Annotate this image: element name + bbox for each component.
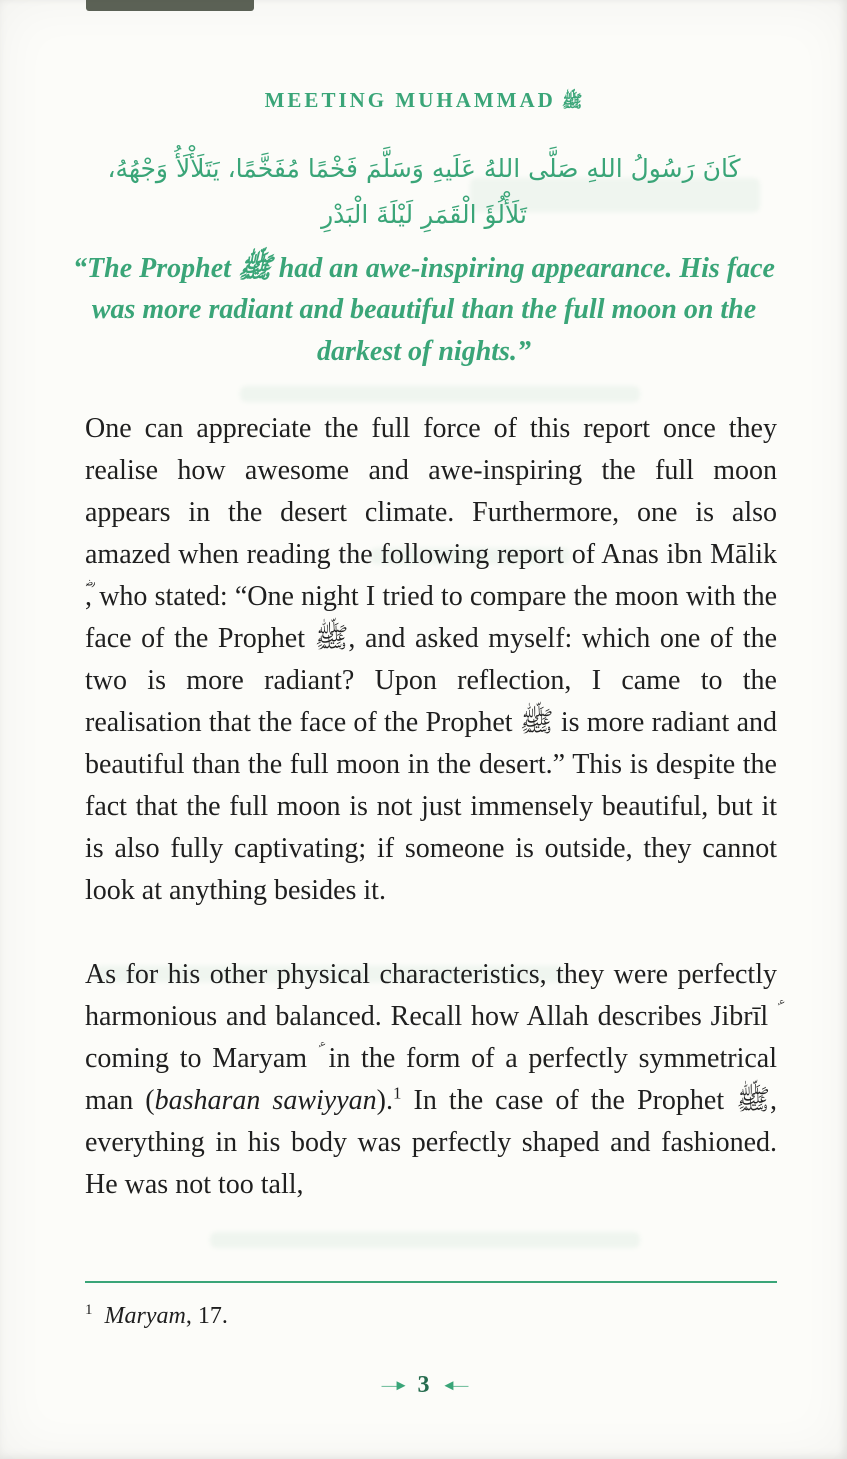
paragraph-2-text: In the case of the Prophet ﷺ, everything in his body was perfectly shaped and fashioned. He was not too tall, — [85, 1085, 778, 1200]
footnote-divider — [85, 1281, 777, 1283]
footnote-marker: 1 — [85, 1302, 93, 1318]
hadith-translation-quote: “The Prophet ﷺ had an awe-inspiring appearance. His face was more radiant and beautiful than the full moon on the darkest of nights.” — [73, 253, 775, 367]
honorific-saw-icon: ﷺ — [561, 92, 583, 112]
footnote-text: , 17. — [185, 1303, 228, 1329]
left-arrow-ornament-icon: —► — [381, 1378, 406, 1394]
footnote-reference: 1 — [392, 1083, 402, 1103]
scan-artifact — [86, 0, 254, 11]
paragraph-2-text: ). — [376, 1085, 393, 1116]
paragraph-2-text: As for his other physical characteristics, they were perfectly harmonious and balanced. Recall how Allah describes Jibrīl ؑ coming to Maryam ؑ in the form of a perfectly symmetrical man ( — [85, 959, 777, 1116]
right-arrow-ornament-icon: ◄— — [441, 1378, 466, 1394]
arabic-hadith-text — [78, 146, 770, 239]
running-header — [0, 88, 847, 116]
page-showthrough — [240, 386, 640, 402]
paragraph-2 — [85, 954, 777, 1206]
page-showthrough — [210, 1232, 640, 1248]
transliteration-italic: basharan sawiyyan — [154, 1085, 377, 1116]
arabic-line-1: كَانَ رَسُولُ اللهِ صَلَّى اللهُ عَلَيهِ وَسَلَّمَ فَخْمًا مُفَخَّمًا، يَتَلَأْلَأُ وَجْهُهُ، — [107, 154, 741, 183]
footnote-source: Maryam — [104, 1303, 186, 1329]
paragraph-1: One can appreciate the full force of this report once they realise how awesome and awe-inspiring the full moon appears in the desert climate. Furthermore, one is also amazed when reading the following report of Anas ibn Mālik ؓ, who stated: “One night I tried to compare the moon with the face of the Prophet ﷺ, and asked myself: which one of the two is more radiant? Upon reflection, I came to the realisation that the face of the Prophet ﷺ is more radiant and beautiful than the full moon in the desert.” This is despite the fact that the full moon is not just immensely beautiful, but it is also fully captivating; if someone is outside, they cannot look at anything besides it. — [85, 413, 777, 906]
arabic-line-2: تَلَأْلُؤَ الْقَمَرِ لَيْلَةَ الْبَدْرِ — [321, 200, 527, 230]
page-footer — [0, 1372, 847, 1399]
body-text — [85, 408, 777, 1206]
footnote — [85, 1302, 777, 1330]
running-header-title: MEETING MUHAMMAD — [264, 88, 556, 112]
page-number: 3 — [417, 1372, 430, 1398]
